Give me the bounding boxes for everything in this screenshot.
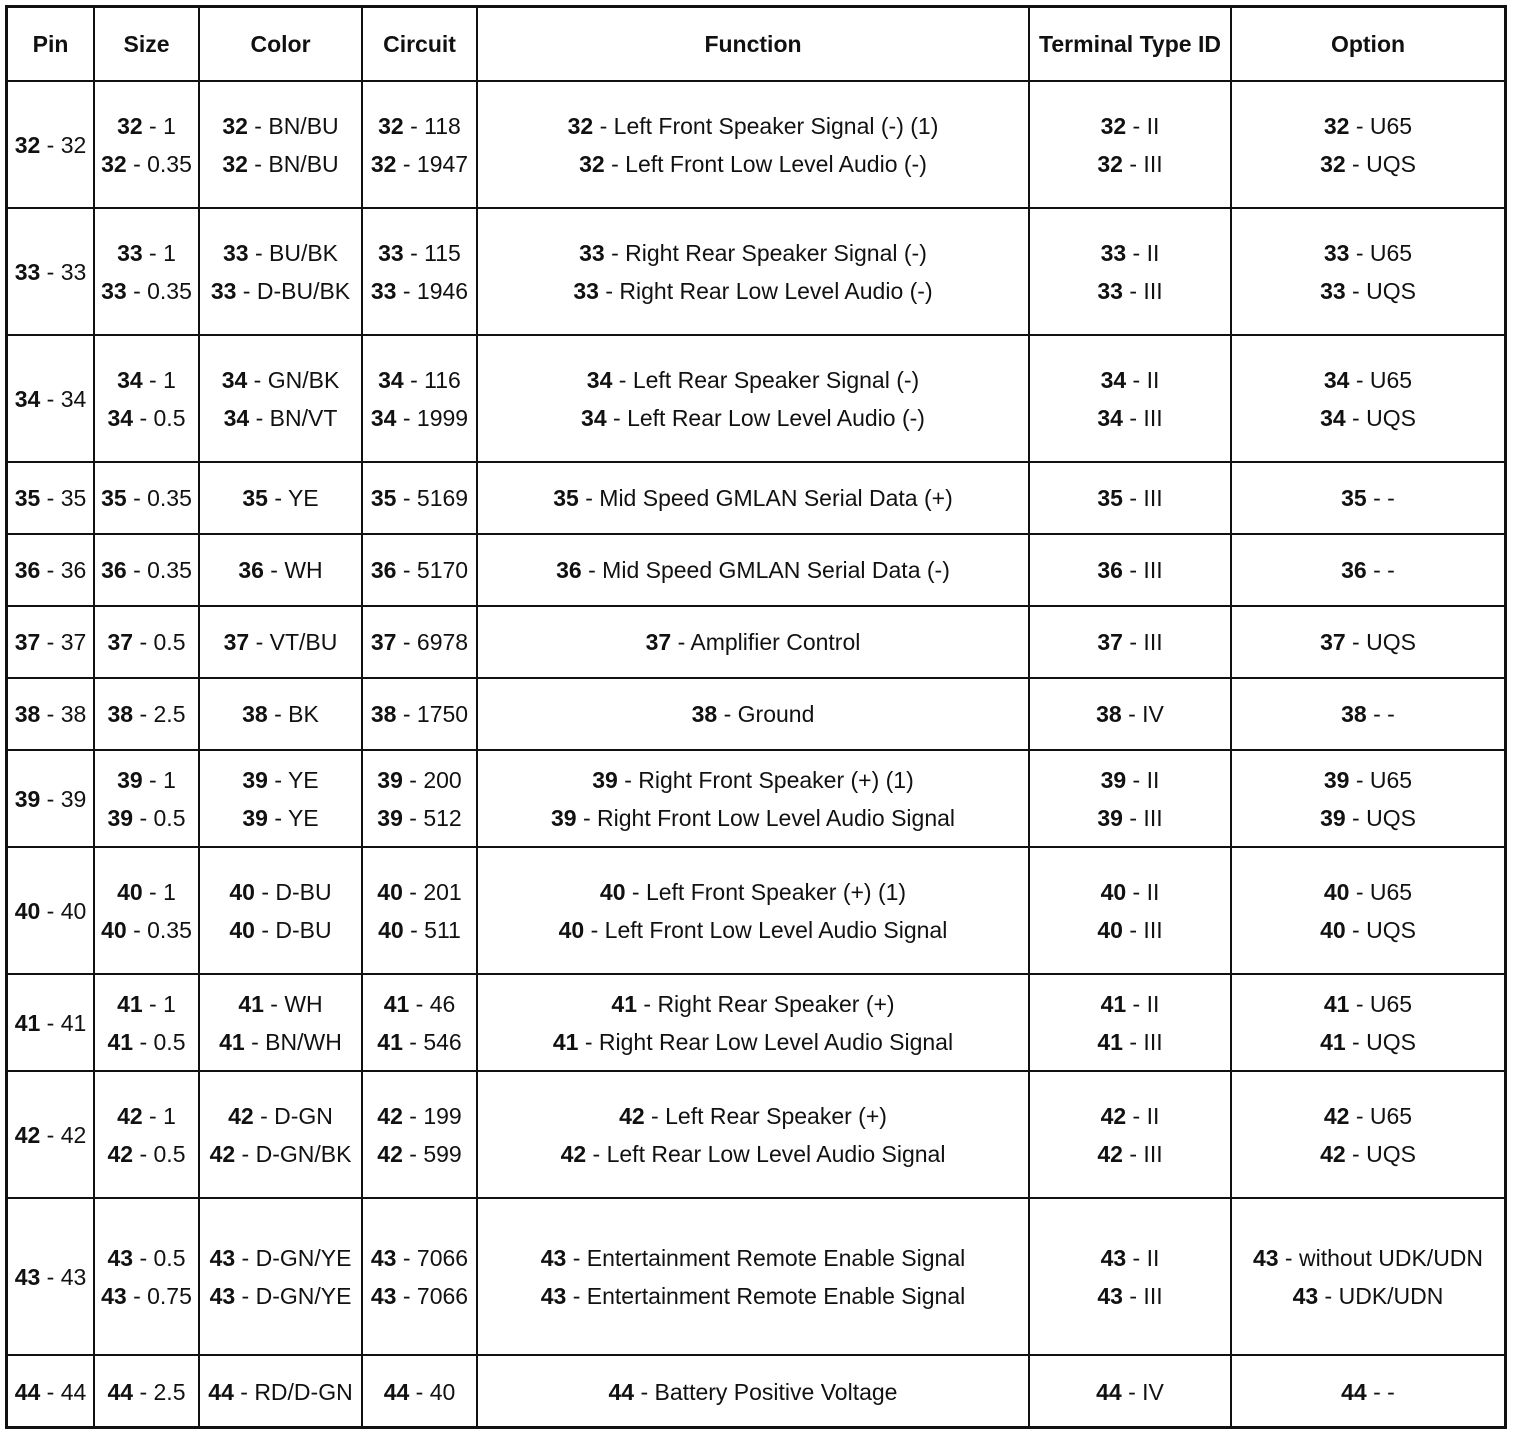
cell-terminal <box>1029 534 1231 606</box>
cell-circuit-line: 41 - 546 <box>377 1028 462 1055</box>
cell-terminal-line: 39 - II <box>1100 766 1160 793</box>
cell-color <box>199 1355 362 1427</box>
cell-pin <box>8 606 94 678</box>
cell-color <box>199 208 362 335</box>
cell-color <box>199 974 362 1071</box>
cell-size <box>94 208 199 335</box>
cell-color-line: 43 - D-GN/YE <box>209 1244 352 1271</box>
cell-circuit <box>362 1355 477 1427</box>
cell-color <box>199 335 362 462</box>
cell-terminal <box>1029 81 1231 208</box>
cell-pin <box>8 81 94 208</box>
cell-size <box>94 974 199 1071</box>
header-pin: Pin <box>8 8 94 81</box>
cell-size-line: 33 - 1 <box>117 239 176 266</box>
cell-size <box>94 847 199 974</box>
cell-circuit <box>362 335 477 462</box>
cell-size-line: 39 - 0.5 <box>107 804 186 831</box>
cell-function-line: 32 - Left Front Low Level Audio (-) <box>579 150 927 177</box>
cell-size <box>94 750 199 847</box>
cell-size-line: 38 - 2.5 <box>107 701 186 727</box>
cell-pin-value: 36 - 36 <box>14 557 87 583</box>
cell-option-line: 35 - - <box>1341 485 1395 511</box>
cell-terminal <box>1029 606 1231 678</box>
cell-size-line: 41 - 0.5 <box>107 1028 186 1055</box>
cell-color-line: 32 - BN/BU <box>222 150 339 177</box>
cell-terminal-line: 43 - II <box>1100 1244 1160 1271</box>
cell-terminal <box>1029 750 1231 847</box>
cell-size-line: 34 - 0.5 <box>107 404 186 431</box>
cell-circuit-line: 38 - 1750 <box>370 701 469 727</box>
cell-option <box>1231 1198 1504 1355</box>
header-size: Size <box>94 8 199 81</box>
cell-pin <box>8 974 94 1071</box>
cell-color-line: 42 - D-GN/BK <box>209 1140 352 1167</box>
cell-size-line: 43 - 0.75 <box>101 1282 192 1309</box>
cell-size-line: 42 - 1 <box>117 1102 176 1129</box>
cell-option-line: 33 - UQS <box>1320 277 1416 304</box>
cell-function <box>477 750 1029 847</box>
cell-terminal-line: 41 - III <box>1097 1028 1163 1055</box>
cell-size-line: 34 - 1 <box>117 366 176 393</box>
header-circuit: Circuit <box>362 8 477 81</box>
cell-circuit-line: 43 - 7066 <box>370 1282 469 1309</box>
cell-color-line: 38 - BK <box>242 701 319 727</box>
cell-function <box>477 847 1029 974</box>
cell-circuit-line: 39 - 512 <box>377 804 462 831</box>
cell-color-line: 34 - GN/BK <box>221 366 340 393</box>
cell-function <box>477 81 1029 208</box>
cell-size <box>94 534 199 606</box>
cell-terminal-line: 44 - IV <box>1096 1378 1164 1405</box>
cell-function <box>477 1355 1029 1427</box>
cell-function-line: 40 - Left Front Low Level Audio Signal <box>558 916 948 943</box>
cell-circuit-line: 42 - 599 <box>377 1140 462 1167</box>
cell-circuit <box>362 1071 477 1198</box>
cell-color-line: 40 - D-BU <box>229 878 332 905</box>
table-row <box>8 1355 1504 1427</box>
cell-terminal <box>1029 335 1231 462</box>
cell-circuit-line: 33 - 115 <box>378 239 461 266</box>
cell-circuit <box>362 1198 477 1355</box>
cell-option <box>1231 847 1504 974</box>
cell-terminal <box>1029 1355 1231 1427</box>
cell-option-line: 34 - U65 <box>1323 366 1413 393</box>
cell-terminal-line: 42 - III <box>1097 1140 1163 1167</box>
cell-function-line: 40 - Left Front Speaker (+) (1) <box>599 878 907 905</box>
cell-pin <box>8 1071 94 1198</box>
cell-function-line: 34 - Left Rear Speaker Signal (-) <box>586 366 920 393</box>
cell-color-line: 33 - D-BU/BK <box>210 277 351 304</box>
cell-circuit-line: 34 - 116 <box>378 366 461 393</box>
cell-option <box>1231 208 1504 335</box>
cell-color-line: 39 - YE <box>242 766 319 793</box>
cell-pin <box>8 208 94 335</box>
cell-circuit-line: 43 - 7066 <box>370 1244 469 1271</box>
cell-size <box>94 1198 199 1355</box>
cell-option <box>1231 678 1504 750</box>
cell-terminal <box>1029 1198 1231 1355</box>
cell-function-line: 38 - Ground <box>691 701 815 727</box>
cell-color-line: 33 - BU/BK <box>222 239 339 266</box>
cell-size-line: 36 - 0.35 <box>101 557 192 583</box>
cell-terminal-line: 39 - III <box>1097 804 1163 831</box>
cell-pin-value: 39 - 39 <box>14 785 87 812</box>
cell-terminal-line: 33 - II <box>1100 239 1160 266</box>
cell-color <box>199 462 362 534</box>
cell-pin-value: 41 - 41 <box>14 1009 87 1036</box>
cell-circuit-line: 41 - 46 <box>383 990 456 1017</box>
header-option: Option <box>1231 8 1504 81</box>
cell-pin-value: 42 - 42 <box>14 1121 87 1148</box>
cell-option <box>1231 1355 1504 1427</box>
cell-option-line: 39 - UQS <box>1320 804 1416 831</box>
cell-option <box>1231 750 1504 847</box>
cell-terminal <box>1029 208 1231 335</box>
cell-color-line: 44 - RD/D-GN <box>208 1378 353 1405</box>
cell-option <box>1231 335 1504 462</box>
cell-pin-value: 33 - 33 <box>14 258 87 285</box>
cell-color-line: 37 - VT/BU <box>223 629 338 655</box>
cell-option-line: 39 - U65 <box>1323 766 1413 793</box>
cell-color-line: 41 - WH <box>238 990 323 1017</box>
cell-option-line: 40 - UQS <box>1320 916 1416 943</box>
cell-circuit <box>362 678 477 750</box>
cell-function <box>477 462 1029 534</box>
cell-color <box>199 1071 362 1198</box>
cell-option-line: 40 - U65 <box>1323 878 1413 905</box>
cell-size <box>94 462 199 534</box>
cell-function <box>477 1198 1029 1355</box>
cell-pin-value: 43 - 43 <box>14 1263 87 1290</box>
cell-color <box>199 81 362 208</box>
cell-function-line: 41 - Right Rear Low Level Audio Signal <box>552 1028 954 1055</box>
cell-option-line: 42 - UQS <box>1320 1140 1416 1167</box>
cell-circuit-line: 44 - 40 <box>383 1378 456 1405</box>
cell-function-line: 35 - Mid Speed GMLAN Serial Data (+) <box>553 485 953 511</box>
cell-circuit <box>362 750 477 847</box>
connector-pinout-table-frame <box>5 5 1507 1429</box>
cell-function-line: 42 - Left Rear Low Level Audio Signal <box>560 1140 946 1167</box>
header-function: Function <box>477 8 1029 81</box>
header-row <box>8 8 1504 81</box>
cell-terminal-line: 36 - III <box>1097 557 1163 583</box>
cell-option <box>1231 81 1504 208</box>
cell-terminal-line: 40 - II <box>1100 878 1160 905</box>
cell-circuit-line: 35 - 5169 <box>370 485 469 511</box>
cell-circuit <box>362 974 477 1071</box>
cell-terminal-line: 41 - II <box>1100 990 1160 1017</box>
table-row <box>8 534 1504 606</box>
cell-option <box>1231 974 1504 1071</box>
cell-option <box>1231 534 1504 606</box>
cell-option <box>1231 1071 1504 1198</box>
cell-circuit <box>362 534 477 606</box>
cell-terminal <box>1029 974 1231 1071</box>
cell-pin-value: 38 - 38 <box>14 701 87 727</box>
cell-circuit <box>362 847 477 974</box>
cell-pin <box>8 335 94 462</box>
cell-terminal <box>1029 462 1231 534</box>
cell-function-line: 43 - Entertainment Remote Enable Signal <box>540 1282 966 1309</box>
cell-pin <box>8 1198 94 1355</box>
table-row <box>8 1071 1504 1198</box>
cell-color <box>199 534 362 606</box>
cell-size-line: 35 - 0.35 <box>101 485 192 511</box>
table-body <box>8 81 1504 1427</box>
cell-function-line: 41 - Right Rear Speaker (+) <box>611 990 895 1017</box>
cell-pin-value: 44 - 44 <box>14 1378 87 1405</box>
cell-size-line: 33 - 0.35 <box>101 277 192 304</box>
cell-terminal-line: 42 - II <box>1100 1102 1160 1129</box>
cell-circuit <box>362 462 477 534</box>
cell-terminal-line: 35 - III <box>1097 485 1163 511</box>
cell-size-line: 42 - 0.5 <box>107 1140 186 1167</box>
cell-function-line: 42 - Left Rear Speaker (+) <box>619 1102 887 1129</box>
cell-terminal-line: 34 - II <box>1100 366 1160 393</box>
cell-function-line: 39 - Right Front Speaker (+) (1) <box>592 766 914 793</box>
cell-circuit-line: 32 - 1947 <box>370 150 469 177</box>
table-row <box>8 1198 1504 1355</box>
cell-color <box>199 606 362 678</box>
cell-function <box>477 678 1029 750</box>
cell-pin-value: 32 - 32 <box>14 131 87 158</box>
cell-size-line: 40 - 1 <box>117 878 176 905</box>
cell-terminal-line: 38 - IV <box>1096 701 1164 727</box>
cell-option-line: 41 - UQS <box>1320 1028 1416 1055</box>
cell-circuit-line: 40 - 201 <box>377 878 462 905</box>
table-row <box>8 208 1504 335</box>
cell-function-line: 37 - Amplifier Control <box>645 629 861 655</box>
cell-color-line: 43 - D-GN/YE <box>209 1282 352 1309</box>
cell-option-line: 33 - U65 <box>1323 239 1413 266</box>
cell-function-line: 36 - Mid Speed GMLAN Serial Data (-) <box>556 557 950 583</box>
cell-terminal-line: 34 - III <box>1097 404 1163 431</box>
cell-option-line: 38 - - <box>1341 701 1395 727</box>
cell-pin <box>8 678 94 750</box>
cell-pin <box>8 750 94 847</box>
cell-color-line: 32 - BN/BU <box>222 112 339 139</box>
cell-pin <box>8 462 94 534</box>
cell-terminal-line: 33 - III <box>1097 277 1163 304</box>
cell-size <box>94 81 199 208</box>
cell-size-line: 32 - 1 <box>117 112 176 139</box>
cell-option-line: 34 - UQS <box>1320 404 1416 431</box>
cell-size-line: 44 - 2.5 <box>107 1378 186 1405</box>
cell-circuit <box>362 81 477 208</box>
cell-function <box>477 534 1029 606</box>
cell-circuit-line: 36 - 5170 <box>370 557 469 583</box>
cell-terminal <box>1029 1071 1231 1198</box>
cell-option-line: 43 - without UDK/UDN <box>1252 1244 1484 1271</box>
cell-function-line: 32 - Left Front Speaker Signal (-) (1) <box>567 112 939 139</box>
cell-color-line: 42 - D-GN <box>228 1102 333 1129</box>
cell-color-line: 34 - BN/VT <box>223 404 338 431</box>
cell-pin-value: 40 - 40 <box>14 897 87 924</box>
cell-pin <box>8 847 94 974</box>
cell-option-line: 42 - U65 <box>1323 1102 1413 1129</box>
cell-function-line: 44 - Battery Positive Voltage <box>608 1378 898 1405</box>
cell-terminal-line: 37 - III <box>1097 629 1163 655</box>
cell-color <box>199 750 362 847</box>
cell-function-line: 43 - Entertainment Remote Enable Signal <box>540 1244 966 1271</box>
cell-option-line: 43 - UDK/UDN <box>1292 1282 1444 1309</box>
header-terminal-type-id: Terminal Type ID <box>1029 8 1231 81</box>
cell-option-line: 41 - U65 <box>1323 990 1413 1017</box>
cell-function-line: 34 - Left Rear Low Level Audio (-) <box>581 404 925 431</box>
cell-function <box>477 335 1029 462</box>
cell-size-line: 43 - 0.5 <box>107 1244 186 1271</box>
table-row <box>8 462 1504 534</box>
cell-color-line: 40 - D-BU <box>229 916 332 943</box>
cell-circuit-line: 37 - 6978 <box>370 629 469 655</box>
cell-circuit <box>362 606 477 678</box>
table-row <box>8 606 1504 678</box>
cell-color <box>199 678 362 750</box>
cell-function-line: 33 - Right Rear Speaker Signal (-) <box>579 239 927 266</box>
table-row <box>8 750 1504 847</box>
header-color: Color <box>199 8 362 81</box>
cell-color-line: 39 - YE <box>242 804 319 831</box>
cell-color <box>199 1198 362 1355</box>
cell-size <box>94 606 199 678</box>
cell-circuit-line: 42 - 199 <box>377 1102 462 1129</box>
cell-pin-value: 35 - 35 <box>14 485 87 511</box>
cell-function <box>477 1071 1029 1198</box>
table-row <box>8 81 1504 208</box>
cell-option <box>1231 462 1504 534</box>
cell-option-line: 37 - UQS <box>1320 629 1416 655</box>
cell-size <box>94 335 199 462</box>
cell-size-line: 32 - 0.35 <box>101 150 192 177</box>
table-row <box>8 678 1504 750</box>
cell-terminal-line: 32 - II <box>1100 112 1160 139</box>
cell-option <box>1231 606 1504 678</box>
cell-terminal-line: 32 - III <box>1097 150 1163 177</box>
cell-option-line: 36 - - <box>1341 557 1395 583</box>
cell-color-line: 36 - WH <box>238 557 323 583</box>
cell-option-line: 32 - U65 <box>1323 112 1413 139</box>
table-row <box>8 847 1504 974</box>
cell-size-line: 40 - 0.35 <box>101 916 192 943</box>
table-row <box>8 974 1504 1071</box>
cell-pin-value: 37 - 37 <box>14 629 87 655</box>
cell-circuit <box>362 208 477 335</box>
cell-size <box>94 1355 199 1427</box>
cell-pin <box>8 1355 94 1427</box>
cell-option-line: 44 - - <box>1341 1378 1395 1405</box>
cell-circuit-line: 39 - 200 <box>377 766 462 793</box>
cell-pin-value: 34 - 34 <box>14 385 87 412</box>
cell-terminal <box>1029 678 1231 750</box>
connector-pinout-table <box>8 8 1504 1427</box>
cell-color <box>199 847 362 974</box>
cell-function-line: 33 - Right Rear Low Level Audio (-) <box>573 277 933 304</box>
cell-function <box>477 606 1029 678</box>
cell-pin <box>8 534 94 606</box>
cell-color-line: 41 - BN/WH <box>219 1028 342 1055</box>
cell-option-line: 32 - UQS <box>1320 150 1416 177</box>
cell-circuit-line: 40 - 511 <box>378 916 461 943</box>
cell-function-line: 39 - Right Front Low Level Audio Signal <box>550 804 956 831</box>
cell-function <box>477 208 1029 335</box>
cell-size <box>94 678 199 750</box>
cell-terminal-line: 40 - III <box>1097 916 1163 943</box>
cell-circuit-line: 33 - 1946 <box>370 277 469 304</box>
cell-size-line: 41 - 1 <box>117 990 176 1017</box>
cell-circuit-line: 32 - 118 <box>378 112 461 139</box>
cell-color-line: 35 - YE <box>242 485 319 511</box>
cell-size-line: 37 - 0.5 <box>107 629 186 655</box>
table-row <box>8 335 1504 462</box>
cell-terminal-line: 43 - III <box>1097 1282 1163 1309</box>
cell-circuit-line: 34 - 1999 <box>370 404 469 431</box>
cell-size <box>94 1071 199 1198</box>
cell-function <box>477 974 1029 1071</box>
cell-size-line: 39 - 1 <box>117 766 176 793</box>
cell-terminal <box>1029 847 1231 974</box>
